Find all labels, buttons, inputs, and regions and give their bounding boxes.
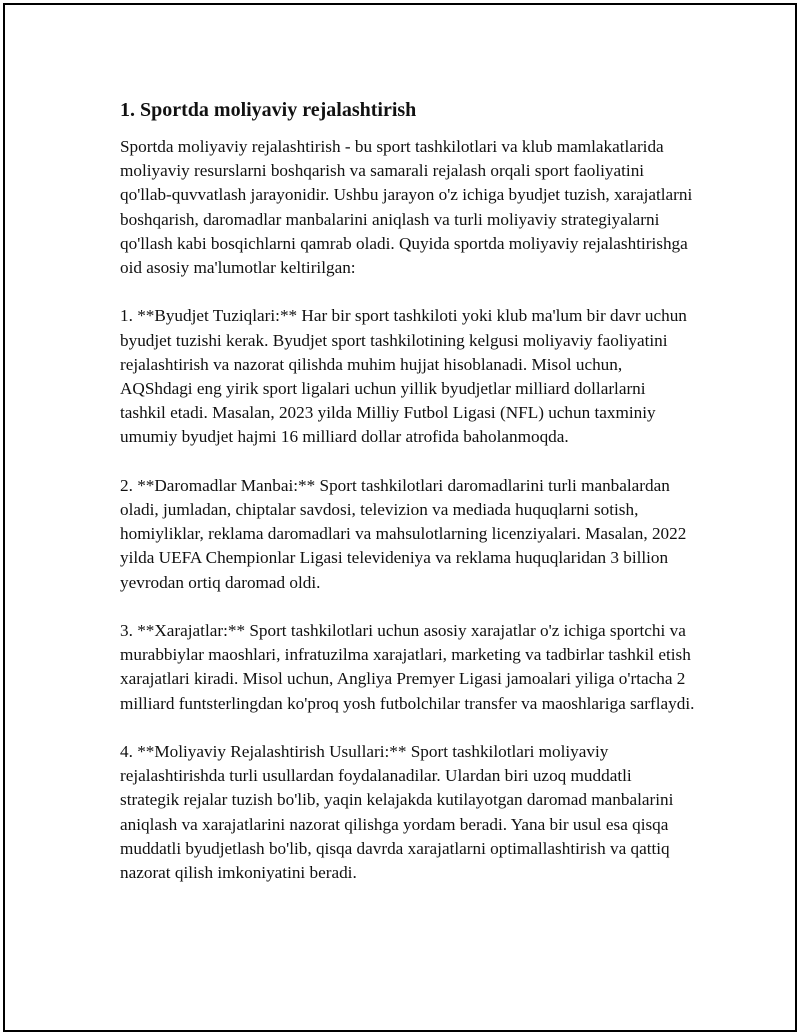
methods-paragraph: 4. **Moliyaviy Rejalashtirish Usullari:** Sport tashkilotlari moliyaviy rejalashtirishda turli usullardan foydalanadilar. Ulardan biri uzoq muddatli strategik rejalar tuzish bo'lib, yaqin kelajakda kutilayotgan daromad manbalarini aniqlash va xarajatlarini nazorat qilishga yordam beradi. Yana bir usul esa qisqa muddatli byudjetlash bo'lib, qisqa davrda xarajatlarni optimallashtirish va qattiq nazorat qilish imkoniyatini beradi. bbox=[120, 742, 674, 883]
section-heading: 1. Sportda moliyaviy rejalashtirish bbox=[120, 99, 417, 121]
document-body bbox=[120, 97, 695, 909]
expenses-paragraph: 3. **Xarajatlar:** Sport tashkilotlari uchun asosiy xarajatlar o'z ichiga sportchi va murabbiylar maoshlari, infratuzilma xarajatlari, marketing va tadbirlar tashkil etish xarajatlari kiradi. Misol uchun, Angliya Premyer Ligasi jamoalari yiliga o'rtacha 2 milliard funtsterlingdan ko'proq yosh futbolchilar transfer va maoshlariga sarflaydi. bbox=[120, 621, 695, 713]
intro-paragraph: Sportda moliyaviy rejalashtirish - bu sport tashkilotlari va klub mamlakatlarida moliyaviy resurslarni boshqarish va samarali rejalash orqali sport faoliyatini qo'llab-quvvatlash jarayonidir. Ushbu jarayon o'z ichiga byudjet tuzish, xarajatlarni boshqarish, daromadlar manbalarini aniqlash va turli moliyaviy strategiyalarni qo'llash kabi bosqichlarni qamrab oladi. Quyida sportda moliyaviy rejalashtirishga oid asosiy ma'lumotlar keltirilgan: bbox=[120, 137, 693, 278]
budget-paragraph: 1. **Byudjet Tuziqlari:** Har bir sport tashkiloti yoki klub ma'lum bir davr uchun byudjet tuzishi kerak. Byudjet sport tashkilotining kelgusi moliyaviy faoliyatini rejalashtirish va nazorat qilishda muhim hujjat hisoblanadi. Misol uchun, AQShdagi eng yirik sport ligalari uchun yillik byudjetlar milliard dollarlarni tashkil etadi. Masalan, 2023 yilda Milliy Futbol Ligasi (NFL) uchun taxminiy umumiy byudjet hajmi 16 milliard dollar atrofida baholanmoqda. bbox=[120, 306, 687, 447]
revenue-paragraph: 2. **Daromadlar Manbai:** Sport tashkilotlari daromadlarini turli manbalardan oladi, jumladan, chiptalar savdosi, televizion va mediada huquqlarni sotish, homiyliklar, reklama daromadlari va mahsulotlarning licenziyalari. Masalan, 2022 yilda UEFA Chempionlar Ligasi televideniya va reklama huquqlaridan 3 billion yevrodan ortiq daromad oldi. bbox=[120, 475, 687, 592]
document-page bbox=[3, 3, 797, 1032]
